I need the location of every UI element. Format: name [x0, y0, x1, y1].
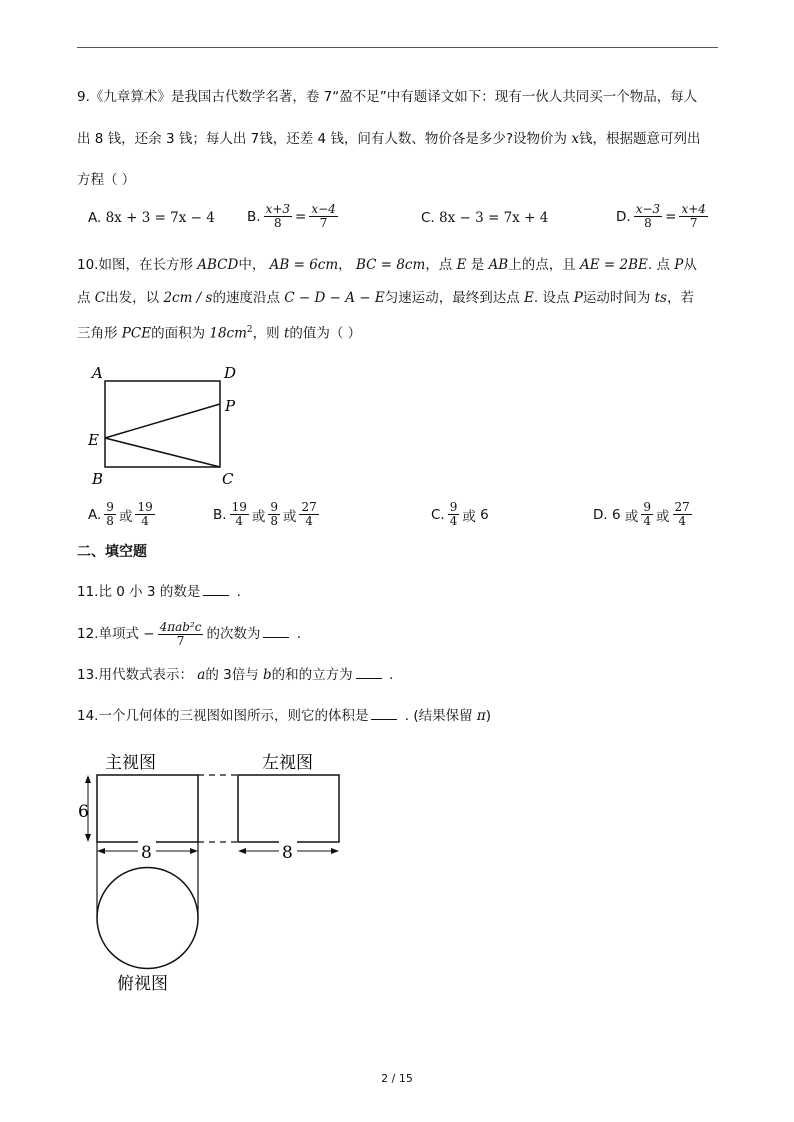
q9-option-b[interactable]: B. $\frac{x+3}{8}$ = $\frac{x-4}{7}$ [247, 202, 336, 230]
q9-option-c[interactable]: C. 8x − 3 = 7x + 4 [421, 210, 549, 226]
front-view-label: 主视图 [105, 753, 156, 773]
left-view-rect [238, 775, 339, 842]
q9-line1: 9.《九章算术》是我国古代数学名著，卷 7“盈不足”中有题译文如下：现有一伙人共同买一个物品，每人 [77, 89, 698, 105]
front-view-rect [97, 775, 198, 842]
section-title: 二、填空题 [77, 544, 147, 560]
top-view-label: 俯视图 [117, 974, 168, 994]
label-a: A [92, 364, 103, 382]
segment-ec [105, 438, 220, 467]
q13: 13.用代数式表示： a的 3倍与 b的和的立方为 . [77, 667, 394, 683]
height-arrow-down [85, 834, 91, 842]
left-view-label: 左视图 [262, 753, 313, 773]
front-width-arrow-right [190, 848, 198, 854]
top-view-circle [97, 868, 198, 969]
label-d: D [224, 364, 237, 382]
rectangle-figure [86, 358, 246, 490]
height-label: 6 [78, 802, 89, 822]
q10-line2: 点 C出发，以 2cm / s的速度沿点 C − D − A − E匀速运动，最终到达点 E. 设点 P运动时间为 ts，若 [77, 290, 694, 306]
q10-option-a[interactable]: A. $\frac{9}{8}$ 或 $\frac{19}{4}$ [88, 500, 153, 528]
q10-line3: 三角形 PCE的面积为 $18cm^2$，则 t的值为（ ） [77, 325, 362, 342]
q13-answer-blank[interactable] [356, 666, 382, 679]
q12-answer-blank[interactable] [263, 625, 289, 638]
segment-ep [105, 404, 220, 438]
q10-line1: 10.如图，在长方形 ABCD中， AB = 6cm， BC = 8cm，点 E 是 AB上的点，且 AE = 2BE. 点 P从 [77, 257, 697, 273]
q9-line3: 方程（ ） [77, 172, 136, 188]
front-width-arrow-left [97, 848, 105, 854]
left-width-arrow-left [238, 848, 246, 854]
label-e: E [88, 431, 99, 449]
q14-answer-blank[interactable] [371, 707, 397, 720]
q10-option-c[interactable]: C. $\frac{9}{4}$ 或 6 [431, 500, 489, 528]
q10-option-d[interactable]: D. 6 或 $\frac{9}{4}$ 或 $\frac{27}{4}$ [593, 500, 690, 528]
q10-option-b[interactable]: B. $\frac{19}{4}$ 或 $\frac{9}{8}$ 或 $\frac{27}{4}$ [213, 500, 317, 528]
front-width-label: 8 [141, 843, 152, 863]
header-rule [77, 47, 718, 48]
label-p: P [225, 397, 236, 415]
q11-answer-blank[interactable] [203, 583, 229, 596]
left-width-label: 8 [282, 843, 293, 863]
q14: 14.一个几何体的三视图如图所示，则它的体积是 . (结果保留 π) [77, 708, 492, 724]
height-arrow-up [85, 775, 91, 783]
q9-option-a[interactable]: A. 8x + 3 = 7x − 4 [88, 210, 215, 226]
q12: 12.单项式 − $\frac{\text{4πab²c}}{7}$ 的次数为 . [77, 619, 302, 648]
q11: 11.比 0 小 3 的数是 . [77, 584, 241, 600]
label-b: B [92, 470, 104, 488]
q9-line2: 出 8 钱，还余 3 钱；每人出 7钱，还差 4 钱，问有人数、物价各是多少?设物价为 x钱，根据题意可列出 [77, 131, 701, 147]
rectangle-abcd [105, 381, 220, 467]
page-number: 2 / 15 [381, 1072, 413, 1085]
left-width-arrow-right [331, 848, 339, 854]
q9-option-d[interactable]: D. $\frac{x-3}{8}$ = $\frac{x+4}{7}$ [616, 202, 706, 230]
label-c: C [222, 470, 234, 488]
three-views-figure [72, 745, 362, 1000]
